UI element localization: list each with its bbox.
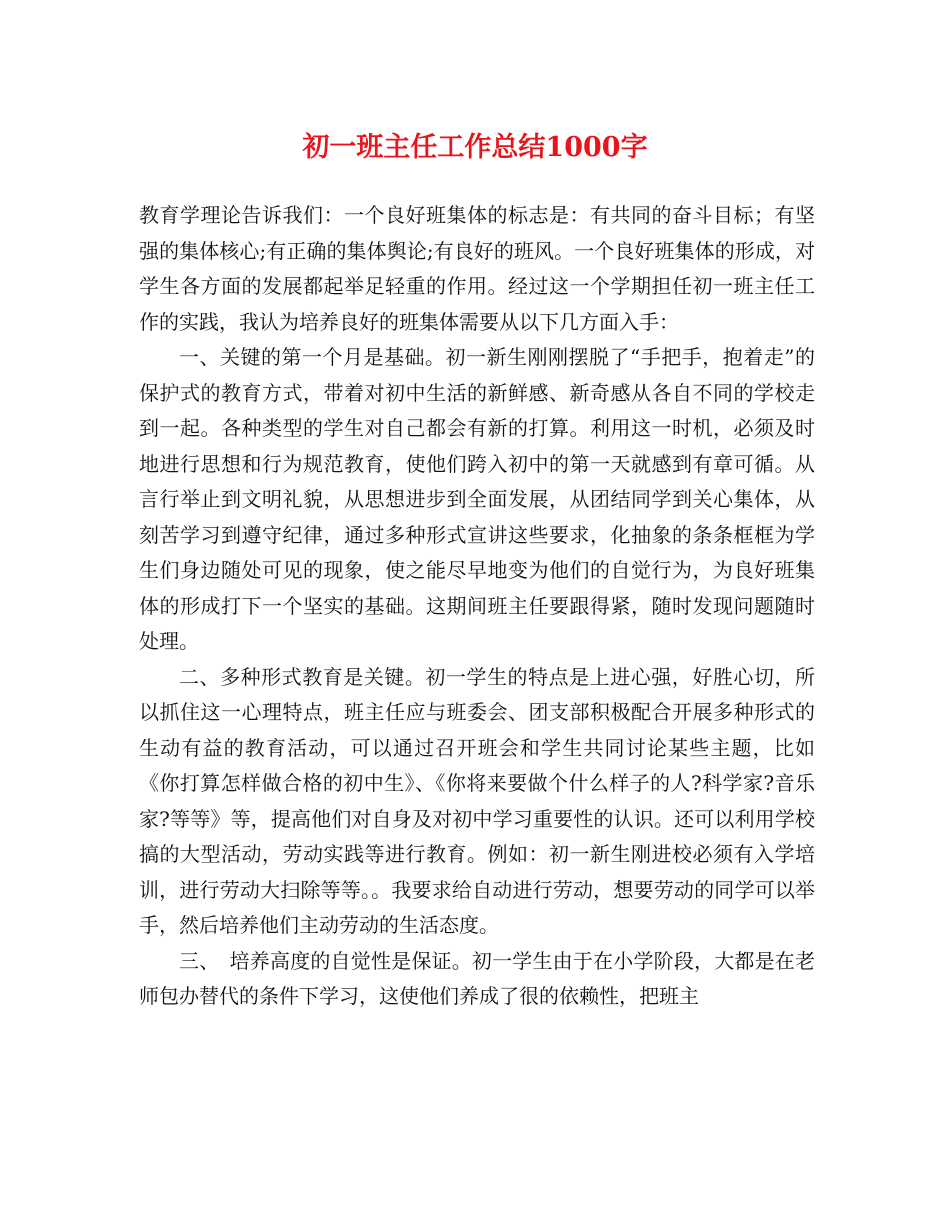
document-title: 初一班主任工作总结1000字 — [302, 132, 648, 163]
paragraph-section-1: 一、关键的第一个月是基础。初一新生刚刚摆脱了“手把手，抱着走”的保护式的教育方式，带着对初中生活的新鲜感、新奇感从各自不同的学校走到一起。各种类型的学生对自己都会有新的打算。利用这一时机，必须及时地进行思想和行为规范教育，使他们跨入初中的第一天就感到有章可循。从言行举止到文明礼貌，从思想进步到全面发展，从团结同学到关心集体，从刻苦学习到遵守纪律，通过多种形式宣讲这些要求，化抽象的条条框框为学生们身边随处可见的现象，使之能尽早地变为他们的自觉行为，为良好班集体的形成打下一个坚实的基础。这期间班主任要跟得紧，随时发现问题随时处理。 — [139, 345, 815, 653]
paragraph-section-3: 三、 培养高度的自觉性是保证。初一学生由于在小学阶段，大都是在老师包办替代的条件下学习，这使他们养成了很的依赖性，把班主 — [139, 948, 815, 1008]
document-body — [139, 198, 815, 1015]
paragraph-section-2: 二、多种形式教育是关键。初一学生的特点是上进心强，好胜心切，所以抓住这一心理特点，班主任应与班委会、团支部积极配合开展多种形式的生动有益的教育活动，可以通过召开班会和学生共同讨论某些主题，比如《你打算怎样做合格的初中生》、《你将来要做个什么样子的人?科学家?音乐家?等等》等，提高他们对自身及对初中学习重要性的认识。还可以利用学校搞的大型活动，劳动实践等进行教育。例如：初一新生刚进校必须有入学培训，进行劳动大扫除等等。。我要求给自动进行劳动，想要劳动的同学可以举手，然后培养他们主动劳动的生活态度。 — [139, 664, 815, 937]
paragraph-intro: 教育学理论告诉我们：一个良好班集体的标志是：有共同的奋斗目标；有坚强的集体核心;有正确的集体舆论;有良好的班风。一个良好班集体的形成，对学生各方面的发展都起举足轻重的作用。经过这一个学期担任初一班主任工作的实践，我认为培养良好的班集体需要从以下几方面入手： — [139, 203, 815, 334]
